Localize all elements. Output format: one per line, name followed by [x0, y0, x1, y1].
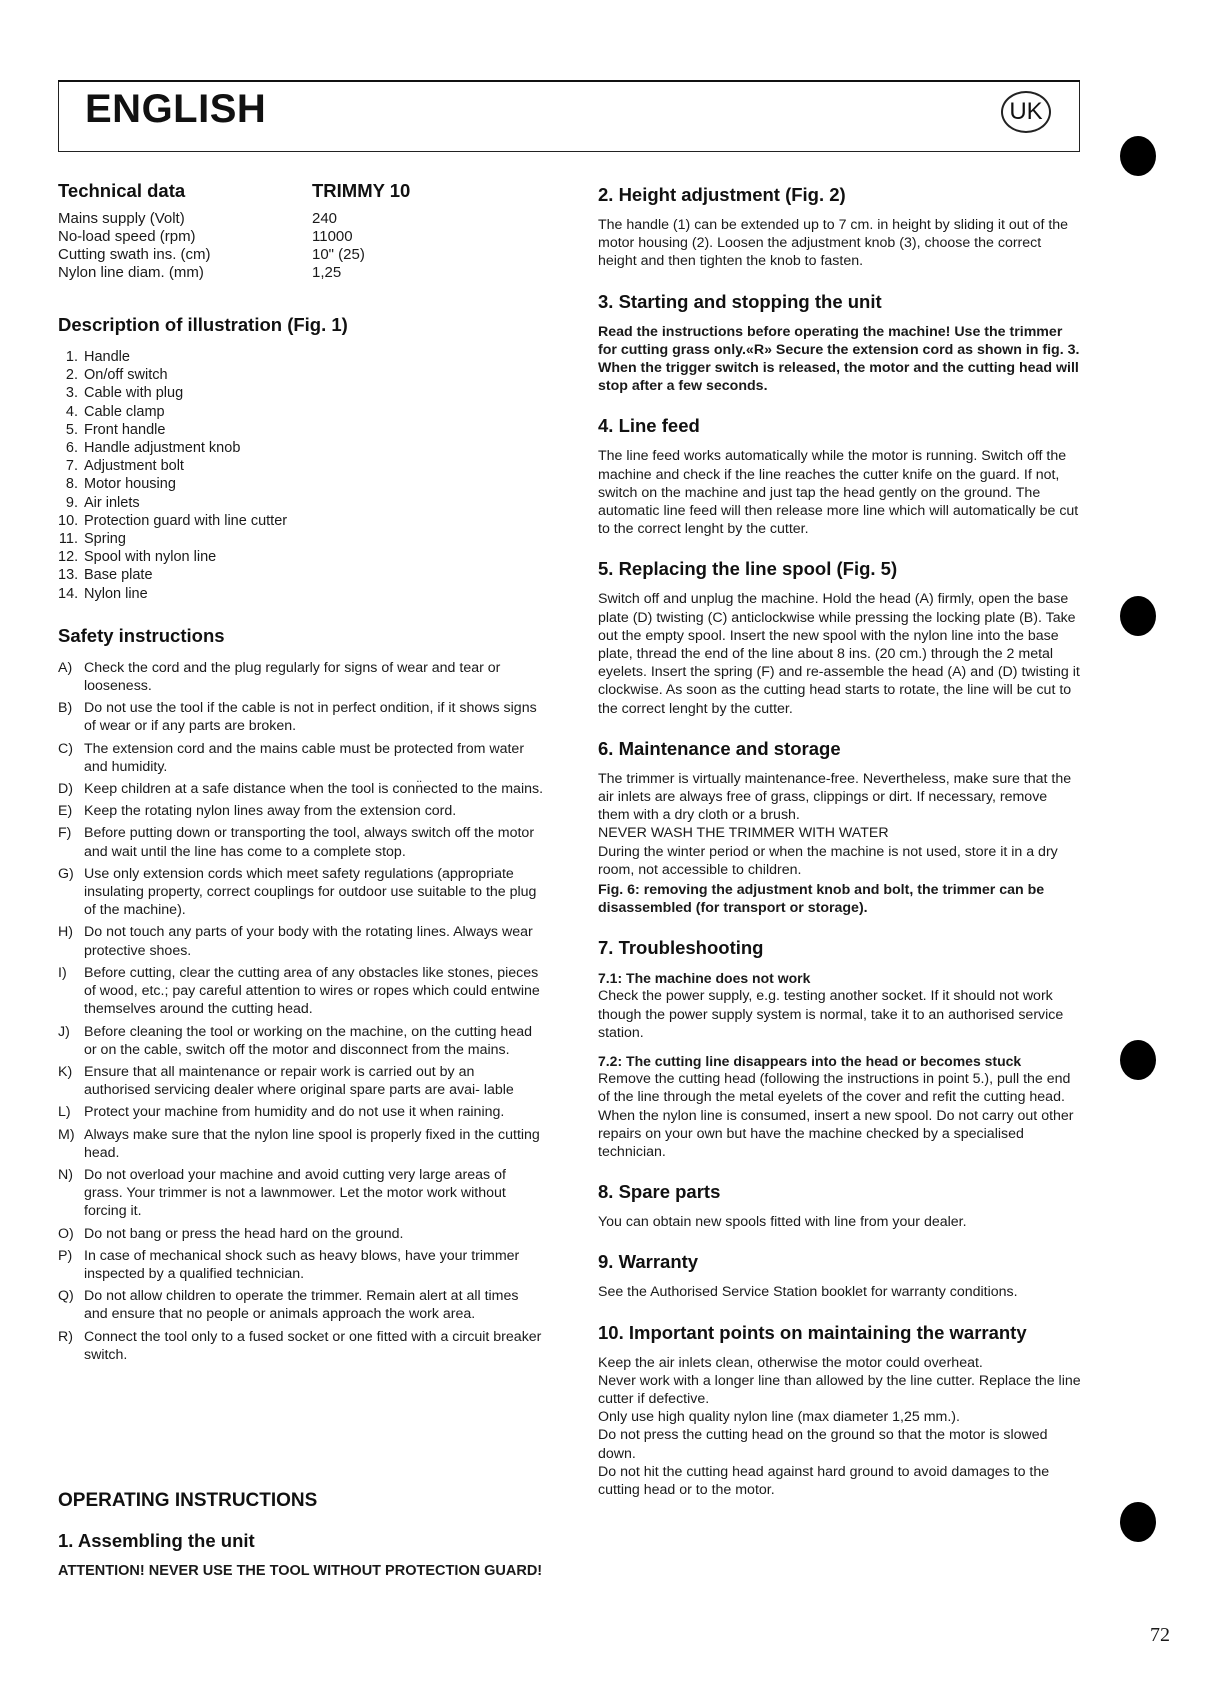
- list-item: B) Do not use the tool if the cable is not in perfect ondition, if it shows signs of wear or if any parts are broken.: [58, 700, 537, 735]
- section-text: You can obtain new spools fitted with line from your dealer.: [598, 1214, 967, 1231]
- model-name: TRIMMY 10: [312, 180, 411, 201]
- list-item: I) Before cutting, clear the cutting area of any obstacles like stones, pieces of wood, etc.; pay careful attention to wires or ropes which could entwine themselves around the cutting head.: [58, 964, 540, 1018]
- list-item: C) The extension cord and the mains cable must be protected from water and humidity.: [58, 740, 525, 775]
- section-text: The handle (1) can be extended up to 7 cm. in height by sliding it out of the motor housing (2). Loosen the adjustment knob (3), choose the correct height and then tighten the knob to fasten.: [598, 217, 1069, 270]
- technical-data: [58, 180, 544, 292]
- left-column: [58, 180, 544, 1368]
- section-text: Remove the cutting head (following the instructions in point 5.), pull the end of the line through the metal eyelets of the cover and refit the cutting head. When the nylon line is consumed, insert a new spool. Do not carry out other repairs on your own but have the machine checked by a specialised technician.: [598, 1071, 1074, 1160]
- tech-value: 11000: [312, 228, 353, 245]
- section-title: 3. Starting and stopping the unit: [598, 290, 882, 312]
- list-item: 3. Cable with plug: [65, 385, 184, 402]
- assembly-title: 1. Assembling the unit: [58, 1530, 255, 1551]
- section-text: Do not press the cutting head on the ground so that the motor is slowed down.: [598, 1427, 1048, 1462]
- section-title: 9. Warranty: [598, 1251, 699, 1273]
- list-item: 6. Handle adjustment knob: [65, 440, 241, 457]
- list-item: 12. Spool with nylon line: [58, 549, 217, 566]
- list-item: D) Keep children at a safe distance when the tool is conn̈ected to the mains.: [58, 781, 544, 798]
- header-top-rule: [58, 80, 1080, 82]
- section-title: 7. Troubleshooting: [598, 937, 764, 959]
- list-item: N) Do not overload your machine and avoid cutting very large areas of grass. Your trimmer is not a lawnmower. Let the motor work without forcing it.: [58, 1166, 506, 1220]
- margin-bullet: [1120, 1502, 1156, 1542]
- language-title: ENGLISH: [85, 87, 267, 131]
- section-text: NEVER WASH THE TRIMMER WITH WATER: [598, 825, 889, 842]
- tech-label: No-load speed (rpm): [58, 228, 196, 245]
- section-title: 5. Replacing the line spool (Fig. 5): [598, 558, 898, 580]
- section-maintenance: [598, 738, 1082, 918]
- subsection-title: 7.2: The cutting line disappears into the head or becomes stuck: [598, 1053, 1022, 1070]
- tech-label: Nylon line diam. (mm): [58, 264, 204, 281]
- list-item: 10. Protection guard with line cutter: [58, 512, 288, 529]
- list-item: 14. Nylon line: [58, 585, 148, 602]
- list-item: 4. Cable clamp: [65, 403, 165, 420]
- list-item: K) Ensure that all maintenance or repair work is carried out by an authorised servicing dealer where original spare parts are avai- lable: [58, 1063, 514, 1099]
- list-item: P) In case of mechanical shock such as heavy blows, have your trimmer inspected by a qualified technician.: [58, 1247, 520, 1282]
- section-title: 10. Important points on maintaining the warranty: [598, 1321, 1027, 1343]
- list-item: F) Before putting down or transporting the tool, always switch off the motor and wait until the line has come to a complete stop.: [58, 825, 535, 860]
- list-item: 2. On/off switch: [65, 367, 168, 384]
- section-text: Do not hit the cutting head against hard ground to avoid damages to the cutting head or to the motor.: [598, 1463, 1050, 1498]
- page-number: 72: [1150, 1624, 1170, 1646]
- list-item: J) Before cleaning the tool or working on the machine, on the cutting head or on the cable, switch off the motor and disconnect from the mains.: [58, 1023, 532, 1058]
- tech-value: 10" (25): [312, 246, 365, 263]
- list-item: 11. Spring: [58, 531, 126, 548]
- tech-label: Mains supply (Volt): [58, 210, 185, 227]
- section-text: Never work with a longer line than allowed by the line cutter. Replace the line cutter if defective.: [598, 1372, 1081, 1407]
- section-text: During the winter period or when the machine is not used, store it in a dry room, not accessible to children.: [598, 843, 1058, 878]
- section-text: Check the power supply, e.g. testing another socket. If it should not work though the power supply system is normal, take it to an authorised service station.: [598, 988, 1064, 1041]
- list-item: 9. Air inlets: [65, 494, 140, 511]
- margin-bullet: [1120, 1040, 1156, 1080]
- operating-instructions-title: OPERATING INSTRUCTIONS: [58, 1490, 318, 1511]
- right-column: [598, 184, 1082, 1519]
- section-title: 2. Height adjustment (Fig. 2): [598, 184, 846, 205]
- illustration-title: Description of illustration (Fig. 1): [58, 314, 348, 335]
- section-warranty: [598, 1251, 1082, 1301]
- language-header: [58, 80, 1080, 152]
- section-height-adjustment: [598, 184, 1082, 271]
- list-item: M) Always make sure that the nylon line spool is properly fixed in the cutting head.: [58, 1126, 540, 1161]
- list-item: L) Protect your machine from humidity and do not use it when raining.: [58, 1104, 505, 1121]
- section-spare-parts: [598, 1181, 1082, 1231]
- tech-label: Cutting swath ins. (cm): [58, 246, 211, 263]
- uk-badge: UK: [1001, 91, 1051, 133]
- section-text: Read the instructions before operating the machine! Use the trimmer for cutting grass only.«R» Secure the extension cord as shown in fig. 3. When the trigger switch is released, the motor and the cutting head will stop after a few seconds.: [598, 323, 1080, 395]
- safety-list: [58, 659, 544, 1364]
- list-item: Q) Do not allow children to operate the trimmer. Remain alert at all times and ensure that no people or animals approach the work area.: [58, 1288, 519, 1323]
- section-text: See the Authorised Service Station booklet for warranty conditions.: [598, 1284, 1018, 1301]
- list-item: 1. Handle: [65, 349, 130, 365]
- list-item: E) Keep the rotating nylon lines away from the extension cord.: [58, 803, 457, 820]
- illustration-list: [58, 348, 544, 603]
- list-item: R) Connect the tool only to a fused socket or one fitted with a circuit breaker switch.: [58, 1328, 542, 1363]
- attention-warning: ATTENTION! NEVER USE THE TOOL WITHOUT PROTECTION GUARD!: [58, 1563, 543, 1579]
- section-text: Switch off and unplug the machine. Hold the head (A) firmly, open the base plate (D) twisting (C) anticlockwise while pressing the locking plate (B). Take out the empty spool. Insert the new spool with the nylon line into the base plate, thread the end of the line about 8 ins. (20 cm.) through the 2 metal eyelets. Insert the spring (F) and re-assemble the head (A) and (D) twisting it clockwise. As soon as the cutting head starts to rotate, the line will be cut to the correct lenght by the cutter.: [598, 591, 1080, 717]
- tech-value: 240: [312, 210, 338, 227]
- safety-title: Safety instructions: [58, 624, 225, 646]
- section-title: 6. Maintenance and storage: [598, 737, 841, 759]
- list-item: A) Check the cord and the plug regularly for signs of wear and tear or looseness.: [58, 659, 501, 695]
- list-item: H) Do not touch any parts of your body with the rotating lines. Always wear protective shoes.: [58, 924, 533, 959]
- list-item: O) Do not bang or press the head hard on the ground.: [58, 1225, 404, 1242]
- margin-bullet: [1120, 596, 1156, 636]
- margin-bullet: [1120, 136, 1156, 176]
- section-starting-stopping: [598, 291, 1082, 396]
- section-text: Fig. 6: removing the adjustment knob and bolt, the trimmer can be disassembled (for transport or storage).: [598, 882, 1045, 917]
- section-important-points: [598, 1322, 1082, 1500]
- technical-data-title: Technical data: [58, 180, 186, 201]
- list-item: G) Use only extension cords which meet safety regulations (appropriate insulating property, correct couplings for outdoor use suitable to the plug of the machine).: [58, 865, 537, 919]
- section-replacing-spool: [598, 558, 1082, 717]
- list-item: 13. Base plate: [58, 567, 153, 584]
- section-troubleshooting: [598, 937, 1082, 1161]
- list-item: 7. Adjustment bolt: [65, 458, 184, 475]
- section-text: The line feed works automatically while the motor is running. Switch off the machine and check if the line reaches the cutter knife on the guard. If not, switch on the machine and just tap the head gently on the ground. The automatic line feed will then release more line which will automatically be cut to the correct lenght by the cutter.: [598, 448, 1079, 538]
- section-title: 8. Spare parts: [598, 1181, 721, 1203]
- section-title: 4. Line feed: [598, 415, 700, 437]
- section-line-feed: [598, 415, 1082, 538]
- section-text: The trimmer is virtually maintenance-free. Nevertheless, make sure that the air inlets are always free of grass, clippings or dirt. If necessary, remove them with a dry cloth or a brush.: [598, 770, 1072, 824]
- tech-value: 1,25: [312, 264, 342, 281]
- subsection-title: 7.1: The machine does not work: [598, 970, 811, 987]
- list-item: 8. Motor housing: [65, 476, 176, 493]
- section-text: Keep the air inlets clean, otherwise the motor could overheat.: [598, 1354, 983, 1371]
- list-item: 5. Front handle: [65, 421, 166, 438]
- section-text: Only use high quality nylon line (max diameter 1,25 mm.).: [598, 1409, 960, 1426]
